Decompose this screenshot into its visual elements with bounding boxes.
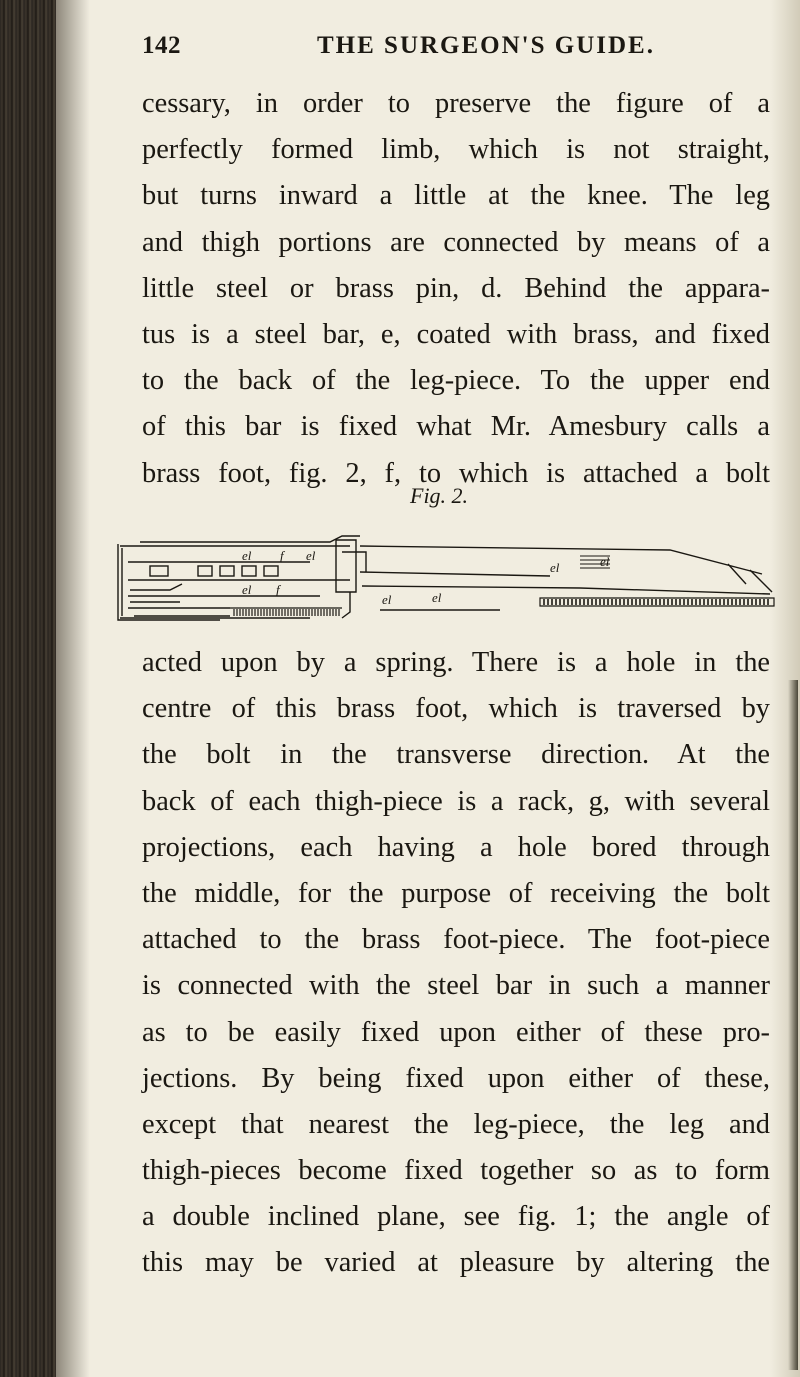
text-line: the middle, for the purpose of receiving the bolt: [142, 877, 770, 909]
text-line: as to be easily fixed upon either of these pro-: [142, 1016, 770, 1048]
svg-text:el: el: [600, 554, 610, 569]
svg-text:el: el: [550, 560, 560, 575]
text-line: this may be varied at pleasure by altering the: [142, 1247, 770, 1279]
text-line: cessary, in order to preserve the figure of a: [142, 88, 770, 119]
svg-text:el: el: [242, 582, 252, 597]
text-line: thigh-pieces become fixed together so as to form: [142, 1155, 770, 1187]
splint-apparatus-drawing: [110, 528, 790, 626]
book-binding-gutter: [0, 0, 56, 1377]
text-line: of this bar is fixed what Mr. Amesbury calls a: [142, 411, 770, 443]
text-line: but turns inward a little at the knee. The leg: [142, 180, 770, 212]
text-line: centre of this brass foot, which is traversed by: [142, 693, 770, 725]
text-line: acted upon by a spring. There is a hole in the: [142, 647, 770, 678]
paragraph-bottom: [142, 640, 770, 1287]
page-number: 142: [142, 32, 181, 59]
svg-text:f: f: [276, 582, 280, 597]
text-line: perfectly formed limb, which is not straight,: [142, 134, 770, 166]
text-line: is connected with the steel bar in such a manner: [142, 970, 770, 1002]
text-line: attached to the brass foot-piece. The foot-piece: [142, 924, 770, 956]
text-line: the bolt in the transverse direction. At the: [142, 739, 770, 771]
running-title: THE SURGEON'S GUIDE.: [317, 32, 655, 59]
text-line: jections. By being fixed upon either of these,: [142, 1062, 770, 1094]
figure-caption: Fig. 2.: [410, 483, 469, 508]
text-line: projections, each having a hole bored through: [142, 831, 770, 863]
text-line: and thigh portions are connected by means of a: [142, 226, 770, 258]
text-line: back of each thigh-piece is a rack, g, with several: [142, 785, 770, 817]
svg-text:el: el: [242, 548, 252, 563]
text-line: tus is a steel bar, e, coated with brass, and fixed: [142, 318, 770, 350]
text-line: to the back of the leg-piece. To the upper end: [142, 365, 770, 397]
page-header: [142, 32, 762, 66]
text-line: little steel or brass pin, d. Behind the appara-: [142, 272, 770, 304]
text-line: brass foot, fig. 2, f, to which is attached a bolt: [142, 457, 770, 489]
figure-illustration: [110, 528, 790, 626]
text-line: a double inclined plane, see fig. 1; the angle of: [142, 1201, 770, 1233]
page-edge-dark-strip: [788, 680, 798, 1370]
svg-text:el: el: [432, 590, 442, 605]
svg-text:f: f: [280, 548, 284, 563]
svg-text:el: el: [382, 592, 392, 607]
text-line: except that nearest the leg-piece, the leg and: [142, 1108, 770, 1140]
gutter-shadow: [56, 0, 90, 1377]
svg-text:el: el: [306, 548, 316, 563]
paragraph-top: [142, 81, 770, 497]
